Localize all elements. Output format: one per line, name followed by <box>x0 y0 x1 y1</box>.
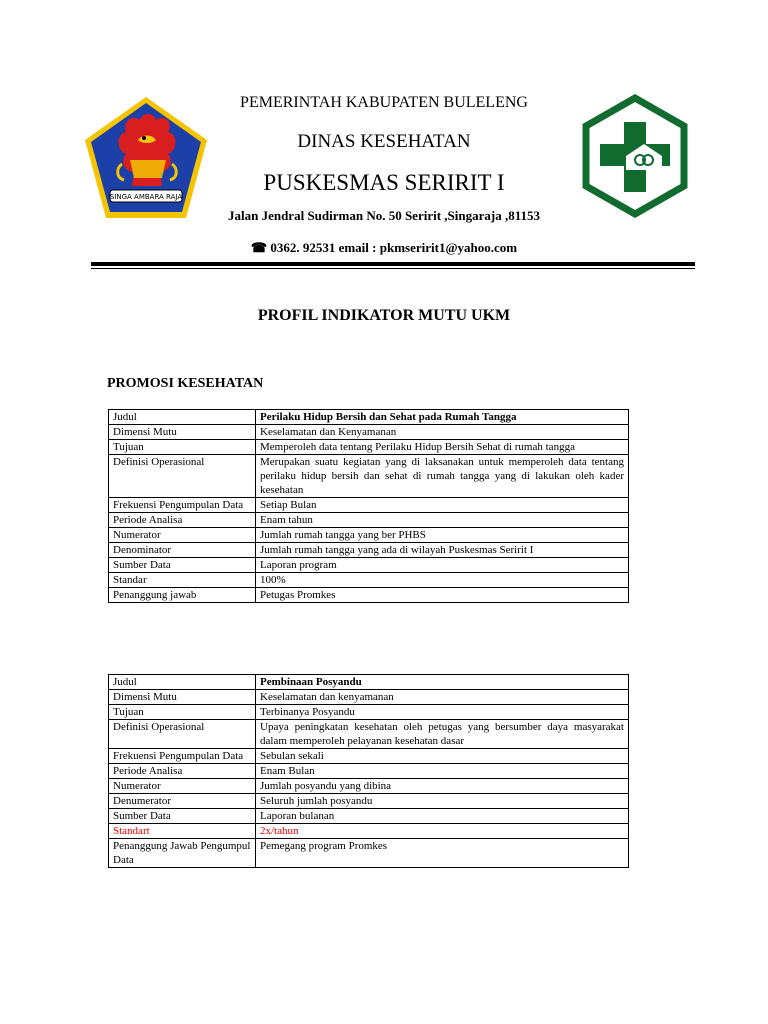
table-row <box>109 558 629 573</box>
row-label: Standar <box>109 573 256 588</box>
row-label: Denominator <box>109 543 256 558</box>
table-row <box>109 498 629 513</box>
office-name: DINAS KESEHATAN <box>297 131 471 152</box>
row-value: Upaya peningkatan kesehatan oleh petugas yang bersumber daya masyarakat dalam memperoleh pelayanan kesehatan dasar <box>256 720 629 749</box>
row-label: Dimensi Mutu <box>109 425 256 440</box>
puskesmas-name: PUSKESMAS SERIRIT I <box>263 170 505 195</box>
row-value: Jumlah posyandu yang dibina <box>256 779 629 794</box>
row-label: Frekuensi Pengumpulan Data <box>109 498 256 513</box>
contact-text: 0362. 92531 email : pkmseririt1@yahoo.com <box>270 240 518 255</box>
row-value: Pembinaan Posyandu <box>256 675 629 690</box>
table-row <box>109 440 629 455</box>
row-label: Frekuensi Pengumpulan Data <box>109 749 256 764</box>
table-row <box>109 543 629 558</box>
row-value: Terbinanya Posyandu <box>256 705 629 720</box>
table-row <box>109 588 629 603</box>
table-row <box>109 824 629 839</box>
table-row <box>109 455 629 498</box>
contact-line <box>0 240 768 256</box>
table-row <box>109 779 629 794</box>
row-value: 100% <box>256 573 629 588</box>
row-label: Dimensi Mutu <box>109 690 256 705</box>
indicator-table-phbs <box>108 409 629 603</box>
table-row <box>109 720 629 749</box>
table-row <box>109 839 629 868</box>
table-row <box>109 528 629 543</box>
row-value: Jumlah rumah tangga yang ber PHBS <box>256 528 629 543</box>
row-label: Penanggung Jawab Pengumpul Data <box>109 839 256 868</box>
section-heading: PROMOSI KESEHATAN <box>107 376 264 391</box>
row-value: Perilaku Hidup Bersih dan Sehat pada Rumah Tangga <box>256 410 629 425</box>
row-label: Penanggung jawab <box>109 588 256 603</box>
row-value: Keselamatan dan kenyamanan <box>256 690 629 705</box>
table-row <box>109 410 629 425</box>
row-value: Jumlah rumah tangga yang ada di wilayah Puskesmas Seririt I <box>256 543 629 558</box>
indicator-table-posyandu <box>108 674 629 868</box>
document-title: PROFIL INDIKATOR MUTU UKM <box>257 307 511 324</box>
row-label: Numerator <box>109 528 256 543</box>
row-label: Judul <box>109 410 256 425</box>
svg-text:SINGA AMBARA RAJA: SINGA AMBARA RAJA <box>109 193 183 201</box>
table-row <box>109 573 629 588</box>
row-value: Laporan bulanan <box>256 809 629 824</box>
row-value: Enam Bulan <box>256 764 629 779</box>
table-row <box>109 513 629 528</box>
row-label: Tujuan <box>109 440 256 455</box>
row-label: Definisi Operasional <box>109 720 256 749</box>
row-value: Seluruh jumlah posyandu <box>256 794 629 809</box>
table-row <box>109 705 629 720</box>
address: Jalan Jendral Sudirman No. 50 Seririt ,Singaraja ,81153 <box>227 208 541 223</box>
phone-icon: ☎ <box>250 240 268 255</box>
puskesmas-logo <box>580 94 690 218</box>
row-value: Laporan program <box>256 558 629 573</box>
government-name: PEMERINTAH KABUPATEN BULELENG <box>240 94 528 111</box>
table-row <box>109 794 629 809</box>
row-value: Enam tahun <box>256 513 629 528</box>
row-value: Keselamatan dan Kenyamanan <box>256 425 629 440</box>
table-row <box>109 764 629 779</box>
row-label: Sumber Data <box>109 558 256 573</box>
row-value: Pemegang program Promkes <box>256 839 629 868</box>
table-row <box>109 809 629 824</box>
buleleng-regency-logo <box>82 94 210 222</box>
row-value: Sebulan sekali <box>256 749 629 764</box>
letterhead-rule-thin <box>91 268 695 269</box>
table-row <box>109 749 629 764</box>
row-label: Tujuan <box>109 705 256 720</box>
table-row <box>109 690 629 705</box>
row-value: Merupakan suatu kegiatan yang di laksanakan untuk memperoleh data tentang perilaku hidup bersih dan sehat di rumah tangga yang di lakukan oleh kader kesehatan <box>256 455 629 498</box>
row-label: Numerator <box>109 779 256 794</box>
row-value: Memperoleh data tentang Perilaku Hidup Bersih Sehat di rumah tangga <box>256 440 629 455</box>
row-value: Setiap Bulan <box>256 498 629 513</box>
letterhead-rule <box>91 262 695 266</box>
row-label: Periode Analisa <box>109 513 256 528</box>
row-value: 2x/tahun <box>256 824 629 839</box>
row-label: Standart <box>109 824 256 839</box>
row-value: Petugas Promkes <box>256 588 629 603</box>
row-label: Judul <box>109 675 256 690</box>
table-row <box>109 675 629 690</box>
row-label: Definisi Operasional <box>109 455 256 498</box>
row-label: Sumber Data <box>109 809 256 824</box>
row-label: Periode Analisa <box>109 764 256 779</box>
row-label: Denumerator <box>109 794 256 809</box>
table-row <box>109 425 629 440</box>
